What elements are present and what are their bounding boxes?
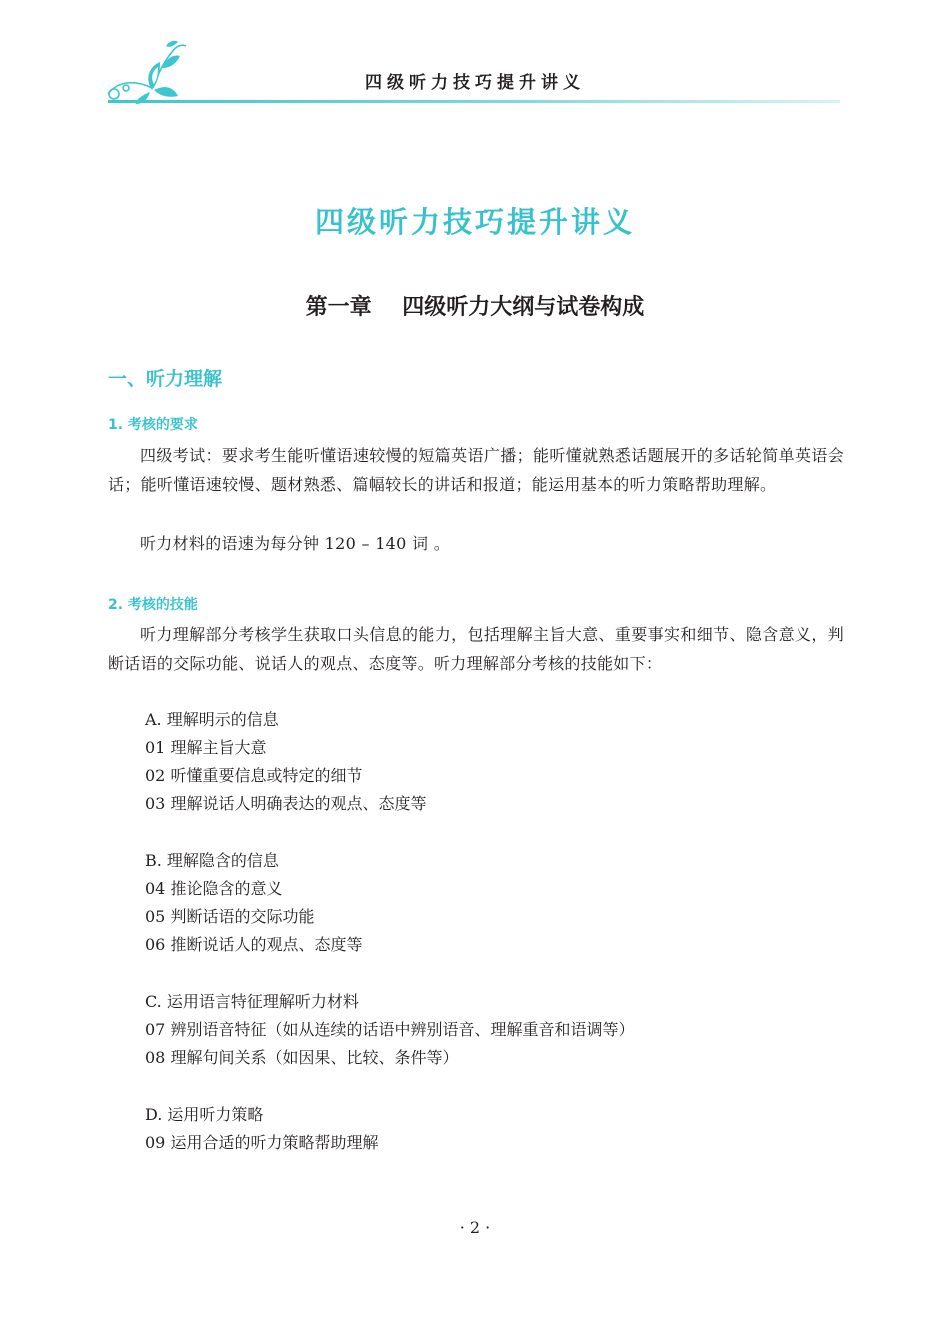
skill-group-title: B. 理解隐含的信息 <box>145 851 279 870</box>
page-number: · 2 · <box>459 1218 491 1237</box>
skill-item: 02 听懂重要信息或特定的细节 <box>145 766 363 785</box>
skill-item: 06 推断说话人的观点、态度等 <box>145 935 363 954</box>
subsection-heading-skills: 2. 考核的技能 <box>108 597 198 613</box>
skill-item: 04 推论隐含的意义 <box>145 879 283 898</box>
skill-item: 09 运用合适的听力策略帮助理解 <box>145 1133 379 1152</box>
skill-item: 08 理解句间关系（如因果、比较、条件等） <box>145 1048 459 1067</box>
section-heading: 一、听力理解 <box>108 368 223 390</box>
paragraph-speech-rate: 听力材料的语速为每分钟 120 – 140 词 。 <box>140 534 451 553</box>
header-divider <box>108 100 840 103</box>
running-header-title: 四级听力技巧提升讲义 <box>365 73 585 93</box>
subsection-heading-requirements: 1. 考核的要求 <box>108 417 198 433</box>
paragraph-requirements: 四级考试：要求考生能听懂语速较慢的短篇英语广播；能听懂就熟悉话题展开的多话轮简单英语会话；能听懂语速较慢、题材熟悉、篇幅较长的讲话和报道；能运用基本的听力策略帮助理解。 <box>108 446 844 494</box>
paragraph-skills: 听力理解部分考核学生获取口头信息的能力，包括理解主旨大意、重要事实和细节、隐含意义，判断话语的交际功能、说话人的观点、态度等。听力理解部分考核的技能如下： <box>108 625 844 673</box>
skill-group-title: D. 运用听力策略 <box>145 1105 264 1124</box>
leaf-flourish-icon <box>100 38 190 106</box>
skill-item: 03 理解说话人明确表达的观点、态度等 <box>145 794 427 813</box>
skill-item: 07 辨别语音特征（如从连续的话语中辨别语音、理解重音和语调等） <box>145 1020 635 1039</box>
skill-item: 05 判断话语的交际功能 <box>145 907 315 926</box>
skill-item: 01 理解主旨大意 <box>145 738 267 757</box>
skill-group-title: A. 理解明示的信息 <box>145 710 279 729</box>
chapter-title: 第一章 四级听力大纲与试卷构成 <box>305 294 645 320</box>
skill-group-title: C. 运用语言特征理解听力材料 <box>145 992 359 1011</box>
document-title: 四级听力技巧提升讲义 <box>314 205 635 239</box>
